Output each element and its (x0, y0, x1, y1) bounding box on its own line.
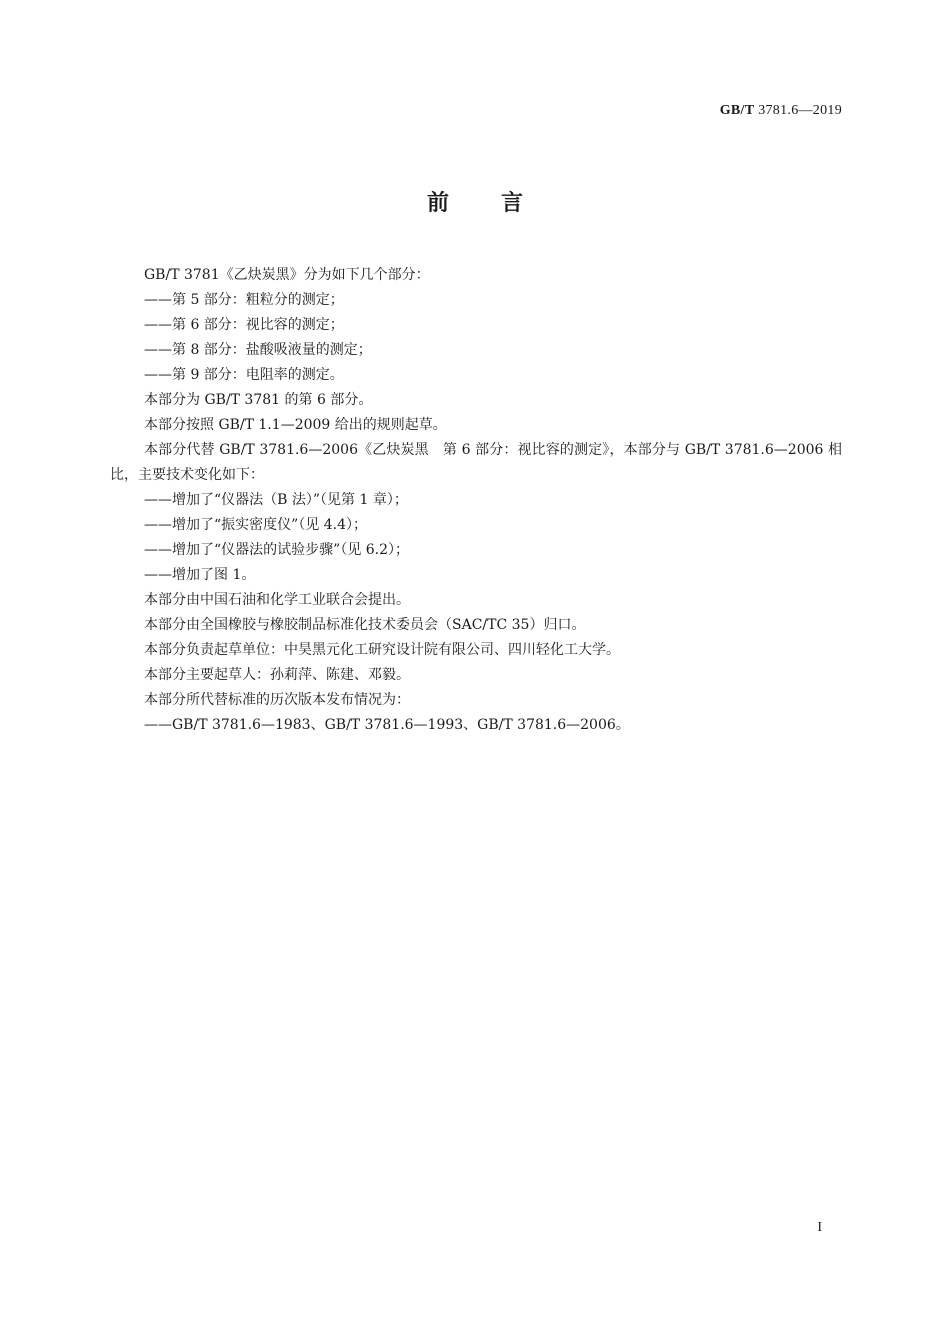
paragraph-parts-intro: GB/T 3781《乙炔炭黑》分为如下几个部分： (144, 267, 430, 283)
standard-code-header (720, 103, 842, 119)
list-item-change-2: ——增加了“振实密度仪”（见 4.4）； (144, 517, 368, 533)
list-item-part-9: ——第 9 部分：电阻率的测定。 (144, 367, 344, 383)
list-item-change-4: ——增加了图 1。 (144, 567, 256, 583)
list-item-part-6: ——第 6 部分：视比容的测定； (144, 317, 344, 333)
paragraph-drafting-units: 本部分负责起草单位：中昊黑元化工研究设计院有限公司、四川轻化工大学。 (144, 642, 620, 658)
list-item-change-3: ——增加了“仪器法的试验步骤”（见 6.2）； (144, 542, 410, 558)
list-item-part-8: ——第 8 部分：盐酸吸液量的测定； (144, 342, 372, 358)
standard-code-prefix: GB/T (719, 103, 755, 118)
page-number: I (817, 1220, 822, 1235)
paragraph-drafters: 本部分主要起草人：孙莉萍、陈建、邓毅。 (144, 667, 410, 683)
paragraph-this-part: 本部分为 GB/T 3781 的第 6 部分。 (144, 392, 373, 408)
paragraph-proposed-by: 本部分由中国石油和化学工业联合会提出。 (144, 592, 410, 608)
list-item-change-1: ——增加了“仪器法（B 法）”（见第 1 章）； (144, 492, 408, 508)
page-title: 前言 (426, 191, 575, 216)
paragraph-previous-editions: 本部分所代替标准的历次版本发布情况为： (144, 692, 410, 708)
paragraph-drafting-rules: 本部分按照 GB/T 1.1—2009 给出的规则起草。 (144, 417, 447, 433)
paragraph-centralized-by: 本部分由全国橡胶与橡胶制品标准化技术委员会（SAC/TC 35）归口。 (144, 617, 586, 633)
standard-code-number: 3781.6—2019 (754, 103, 842, 118)
list-item-previous-editions: ——GB/T 3781.6—1983、GB/T 3781.6—1993、GB/T 3781.6—2006。 (144, 717, 630, 733)
paragraph-replaces: 本部分代替 GB/T 3781.6—2006《乙炔炭黑 第 6 部分：视比容的测定》，本部分与 GB/T 3781.6—2006 相比，主要技术变化如下： (110, 442, 842, 483)
foreword-body (110, 263, 842, 738)
list-item-part-5: ——第 5 部分：粗粒分的测定； (144, 292, 344, 308)
